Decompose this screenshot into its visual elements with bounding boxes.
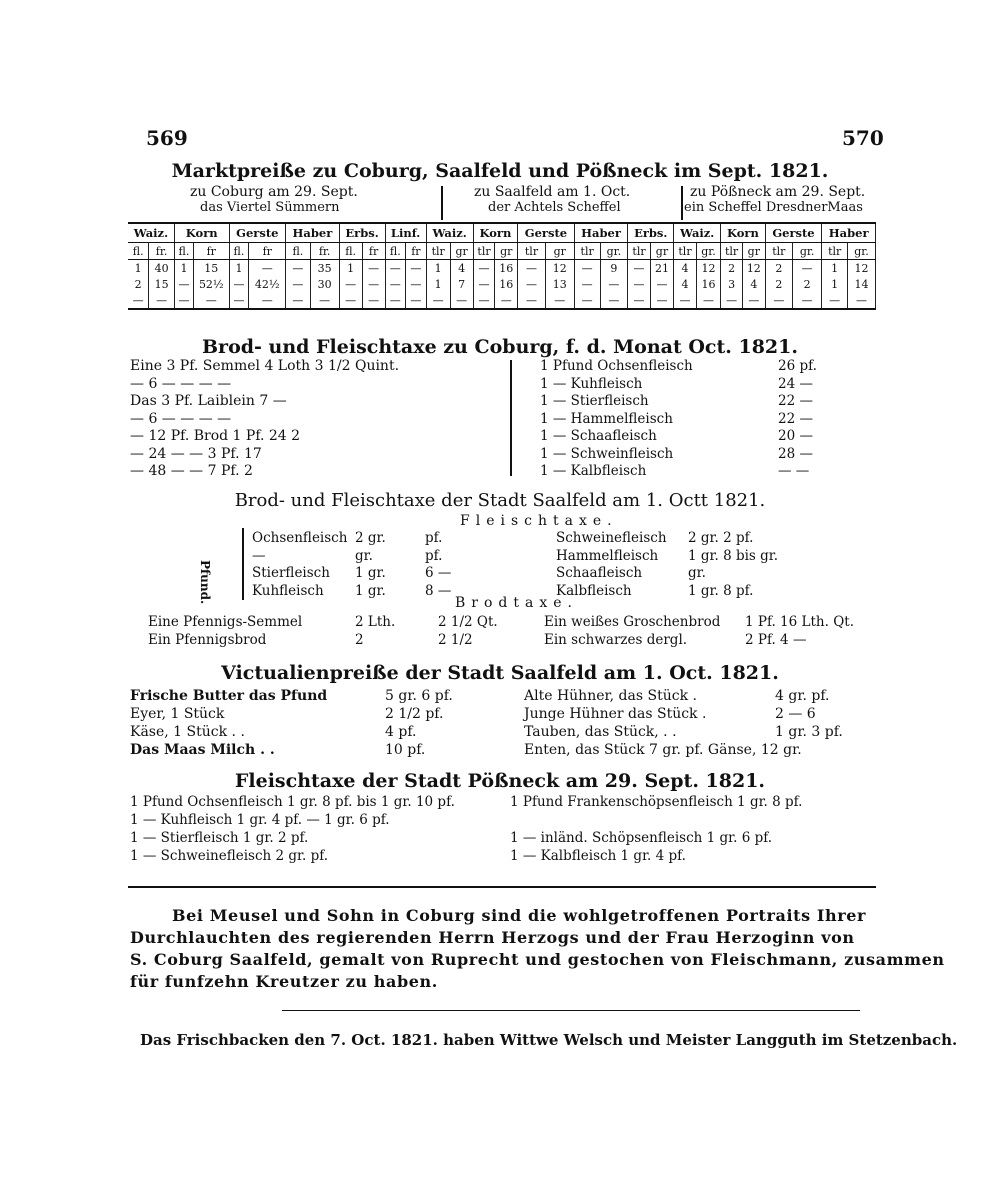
table-row [128,276,876,292]
victual-item: Das Maas Milch . . [130,742,275,758]
meat-label: — [252,547,266,564]
table-cell: 1 [339,260,362,277]
meat-label: 1 — Schweinfleisch [540,445,674,462]
table-header-row [128,223,876,243]
table-cell: — [362,260,385,277]
table-cell: 1 [128,260,149,277]
column-header: Gerste [518,223,575,243]
bread-row: — 24 — — 3 Pf. 17 [130,445,262,462]
bread-row: — 6 — — — — [130,375,232,392]
table-cell: — [286,276,310,292]
bread-cell: 2 Lth. [355,614,396,630]
table-cell: 35 [310,260,339,277]
unit-cell: tlr [574,243,600,260]
table-cell: 12 [696,260,720,277]
unit-cell: fr. [310,243,339,260]
table-cell: 4 [450,260,473,277]
table-cell: — [450,292,473,309]
table-cell: — [495,292,518,309]
unit-cell: fr [362,243,385,260]
meat-label: Ochsenfleisch [252,530,348,546]
unit-cell: gr [450,243,473,260]
table-cell: — [848,292,876,309]
bread-cell: 2 [355,632,364,648]
bread-cell: 2 Pf. 4 — [745,632,807,648]
meat-price: 26 pf. [778,358,817,374]
unit-cell: fl. [174,243,193,260]
table-cell: — [385,292,406,309]
table-cell: 52½ [194,276,230,292]
unit-cell: gr [495,243,518,260]
meat-price: 24 — [778,375,813,392]
table-cell: — [362,292,385,309]
bread-row: — 6 — — — — [130,410,232,427]
column-header: Erbs. [628,223,674,243]
table-cell: — [406,276,427,292]
unit-cell: tlr [765,243,792,260]
meat-label: 1 — Kalbfleisch [540,463,647,479]
column-header: Linf. [385,223,426,243]
unit-cell: fl. [339,243,362,260]
table-cell: 4 [674,260,697,277]
meat-price: 22 — [778,410,813,427]
table-cell: — [792,292,821,309]
table-cell: — [545,292,574,309]
unit-cell: gr. [792,243,821,260]
table-cell: — [721,292,743,309]
unit-cell: fr [249,243,286,260]
table-cell: — [406,292,427,309]
table-cell: — [473,276,495,292]
unit-cell: gr [742,243,765,260]
table-cell: 4 [674,276,697,292]
meat-row: 1 Pfund Ochsenfleisch 1 gr. 8 pf. bis 1 gr. 10 pf. [130,794,455,810]
column-header: Waiz. [128,223,174,243]
victual-price: 2 1/2 pf. [385,706,444,722]
meat-row: 1 Pfund Frankenschöpsenfleisch 1 gr. 8 pf. [510,794,803,810]
column-header: Gerste [765,223,822,243]
meat-price: 20 — [778,428,813,444]
table-cell: — [600,292,628,309]
unit-cell: tlr [628,243,650,260]
unit-cell: tlr [822,243,848,260]
table-row [128,260,876,277]
baking-notice: Das Frischbacken den 7. Oct. 1821. haben Wittwe Welsch und Meister Langguth im Stetzenbach. [140,1031,958,1049]
table-cell: 9 [600,260,628,277]
table-cell: — [674,292,697,309]
table-cell: 2 [765,276,792,292]
meat-label: Kalbfleisch [556,582,632,599]
poessneck-sub: ein Scheffel DresdnerMaas [684,200,863,215]
bread-cell: 1 Pf. 16 Lth. Qt. [745,614,854,630]
bread-cell: 2 1/2 Qt. [438,614,498,630]
table-cell: — [574,276,600,292]
table-cell: — [765,292,792,309]
notice-line: Bei Meusel und Sohn in Coburg sind die wohlgetroffenen Portraits Ihrer [172,906,867,925]
table-cell: — [696,292,720,309]
bread-cell: Eine Pfennigs-Semmel [148,614,303,630]
table-cell: — [286,260,310,277]
victual-item: Junge Hühner das Stück . [524,706,707,722]
table-cell: — [518,276,546,292]
table-cell: 2 [721,260,743,277]
table-cell: 15 [149,276,175,292]
table-cell: — [650,292,673,309]
brodtaxe-heading: Brodtaxe. [455,595,578,611]
pfund-bracket [242,528,244,600]
meat-price: 1 gr. 8 bis gr. [688,547,779,564]
table-cell: — [385,276,406,292]
column-header: Korn [721,223,766,243]
meat-price: 6 — [425,565,452,581]
bread-row: Eine 3 Pf. Semmel 4 Loth 3 1/2 Quint. [130,358,400,374]
victual-item: Tauben, das Stück, . . [524,724,677,740]
victual-item: Frische Butter das Pfund [130,688,328,704]
victual-price: 2 — 6 [775,706,816,722]
fleischtaxe-heading: Fleischtaxe. [460,513,618,529]
table-cell: — [174,292,193,309]
table-cell: — [822,292,848,309]
meat-price: gr. [688,565,706,581]
column-header: Waiz. [426,223,473,243]
table-cell: — [426,292,450,309]
unit-cell: fr [406,243,427,260]
meat-label: Schweinefleisch [556,530,667,546]
table-cell: — [229,292,249,309]
column-header: Erbs. [339,223,385,243]
victual-item: Enten, das Stück 7 gr. pf. Gänse, 12 gr. [524,742,802,758]
column-header: Haber [822,223,876,243]
table-row [128,292,876,309]
victual-price: 5 gr. 6 pf. [385,688,453,704]
table-cell: 1 [822,276,848,292]
victual-price: 10 pf. [385,742,426,758]
unit-cell: tlr [721,243,743,260]
table-cell: — [473,260,495,277]
meat-label: 1 — Schaafleisch [540,428,657,444]
unit-cell: tlr [473,243,495,260]
victual-item: Alte Hühner, das Stück . [524,688,697,704]
meat-row: 1 — Stierfleisch 1 gr. 2 pf. [130,830,309,846]
bread-cell: Ein Pfennigsbrod [148,632,267,648]
table-cell: — [406,260,427,277]
table-cell: 3 [721,276,743,292]
column-header: Korn [174,223,229,243]
notice-line: S. Coburg Saalfeld, gemalt von Ruprecht und gestochen von Fleischmann, zusammen [130,950,945,969]
market-title: Marktpreiße zu Coburg, Saalfeld und Pößneck im Sept. 1821. [171,160,829,182]
victual-title: Victualienpreiße der Stadt Saalfeld am 1. Oct. 1821. [221,662,779,684]
unit-cell: fr [194,243,230,260]
table-cell: 16 [495,260,518,277]
table-cell: 12 [742,260,765,277]
column-header: Haber [286,223,340,243]
unit-cell: gr [650,243,673,260]
unit-cell: tlr [674,243,697,260]
table-cell: 1 [229,260,249,277]
bread-row: — 12 Pf. Brod 1 Pf. 24 2 [130,428,301,444]
unit-cell: tlr [426,243,450,260]
table-cell: — [574,260,600,277]
section-rule [282,1010,860,1011]
unit-cell: fl. [286,243,310,260]
saalfeld-sub: der Achtels Scheffel [488,200,621,215]
table-cell: — [174,276,193,292]
coburg-head: zu Coburg am 29. Sept. [190,184,358,200]
section-rule [128,886,876,888]
column-header: Gerste [229,223,286,243]
table-cell: 21 [650,260,673,277]
meat-price: — — [778,463,810,479]
table-cell: 15 [194,260,230,277]
saalfeld-head: zu Saalfeld am 1. Oct. [474,184,631,200]
column-header: Korn [473,223,518,243]
bread-cell: 2 1/2 [438,632,473,648]
table-cell: 30 [310,276,339,292]
unit-cell: tlr [518,243,546,260]
meat-price: gr. [355,547,373,564]
meat-price: pf. [425,530,443,546]
victual-item: Eyer, 1 Stück [130,706,225,722]
table-cell: — [149,292,175,309]
header-divider [681,186,683,220]
victual-item: Käse, 1 Stück . . [130,724,245,740]
meat-price: 8 — [425,582,452,599]
table-cell: 14 [848,276,876,292]
unit-cell: gr [545,243,574,260]
header-divider [441,186,443,220]
meat-price: 1 gr. [355,565,386,581]
table-cell: 7 [450,276,473,292]
bread-cell: Ein weißes Groschenbrod [544,614,721,630]
meat-label: Hammelfleisch [556,547,659,564]
table-cell: 1 [822,260,848,277]
table-cell: — [339,276,362,292]
meat-row: 1 — Kalbfleisch 1 gr. 4 pf. [510,848,686,864]
meat-price: 22 — [778,393,813,409]
table-cell: — [574,292,600,309]
meat-price: 1 gr. [355,582,386,599]
meat-label: Stierfleisch [252,565,330,581]
table-cell: — [518,292,546,309]
unit-cell: gr. [848,243,876,260]
meat-row: 1 — Schweinefleisch 2 gr. pf. [130,848,329,864]
meat-label: 1 Pfund Ochsenfleisch [540,358,693,374]
table-cell: 1 [426,276,450,292]
table-cell: — [628,276,650,292]
table-cell: — [628,292,650,309]
table-cell: — [650,276,673,292]
table-cell: — [628,260,650,277]
meat-label: 1 — Kuhfleisch [540,375,643,392]
pfund-label: Pfund. [198,560,212,605]
victual-price: 1 gr. 3 pf. [775,724,843,740]
meat-price: pf. [425,547,443,564]
coburg-sub: das Viertel Sümmern [200,200,340,215]
meat-price: 2 gr. [355,530,386,546]
page-number-right: 570 [842,126,884,150]
poessneck-head: zu Pößneck am 29. Sept. [690,184,866,200]
table-cell: — [742,292,765,309]
page-number-left: 569 [146,126,188,150]
table-cell: 40 [149,260,175,277]
meat-label: Kuhfleisch [252,582,324,599]
meat-label: 1 — Stierfleisch [540,393,649,409]
meat-row: 1 — Kuhfleisch 1 gr. 4 pf. — 1 gr. 6 pf. [130,812,390,828]
victual-price: 4 gr. pf. [775,688,830,704]
bread-row: Das 3 Pf. Laiblein 7 — [130,393,287,409]
table-cell: — [473,292,495,309]
table-cell: 16 [495,276,518,292]
meat-price: 1 gr. 8 pf. [688,582,754,599]
table-cell: — [128,292,149,309]
table-cell: 1 [174,260,193,277]
table-cell: — [792,260,821,277]
table-cell: 1 [426,260,450,277]
unit-cell: gr. [600,243,628,260]
meat-label: 1 — Hammelfleisch [540,410,673,427]
table-cell: — [229,276,249,292]
table-cell: — [194,292,230,309]
column-header: Haber [574,223,628,243]
bread-cell: Ein schwarzes dergl. [544,632,688,648]
table-cell: 42½ [249,276,286,292]
bread-row: — 48 — — 7 Pf. 2 [130,463,253,479]
table-cell: 16 [696,276,720,292]
meat-price: 2 gr. 2 pf. [688,530,754,546]
unit-cell: fr. [149,243,175,260]
meat-row: 1 — inländ. Schöpsenfleisch 1 gr. 6 pf. [510,830,773,846]
meat-label: Schaafleisch [556,565,643,581]
poessneck-tax-title: Fleischtaxe der Stadt Pößneck am 29. Sept. 1821. [234,770,766,792]
table-unit-row [128,243,876,260]
saalfeld-tax-title: Brod- und Fleischtaxe der Stadt Saalfeld am 1. Octt 1821. [234,490,766,511]
table-cell: — [518,260,546,277]
table-cell: 13 [545,276,574,292]
unit-cell: fl. [229,243,249,260]
unit-cell: fl. [128,243,149,260]
column-divider [510,360,512,476]
table-cell: 12 [545,260,574,277]
victual-price: 4 pf. [385,724,417,740]
table-cell: 4 [742,276,765,292]
table-cell: — [385,260,406,277]
meat-price: 28 — [778,445,813,462]
table-cell: 2 [128,276,149,292]
notice-line: Durchlauchten des regierenden Herrn Herzogs und der Frau Herzoginn von [130,928,855,947]
column-header: Waiz. [674,223,721,243]
coburg-tax-title: Brod- und Fleischtaxe zu Coburg, f. d. Monat Oct. 1821. [202,336,798,358]
table-cell: — [249,260,286,277]
notice-line: für funfzehn Kreutzer zu haben. [130,972,438,991]
market-price-table [128,222,876,310]
table-cell: — [310,292,339,309]
table-cell: — [600,276,628,292]
table-cell: — [286,292,310,309]
table-cell: 2 [792,276,821,292]
unit-cell: fl. [385,243,406,260]
table-cell: 2 [765,260,792,277]
table-cell: — [249,292,286,309]
table-cell: — [339,292,362,309]
table-cell: — [362,276,385,292]
table-cell: 12 [848,260,876,277]
unit-cell: gr. [696,243,720,260]
